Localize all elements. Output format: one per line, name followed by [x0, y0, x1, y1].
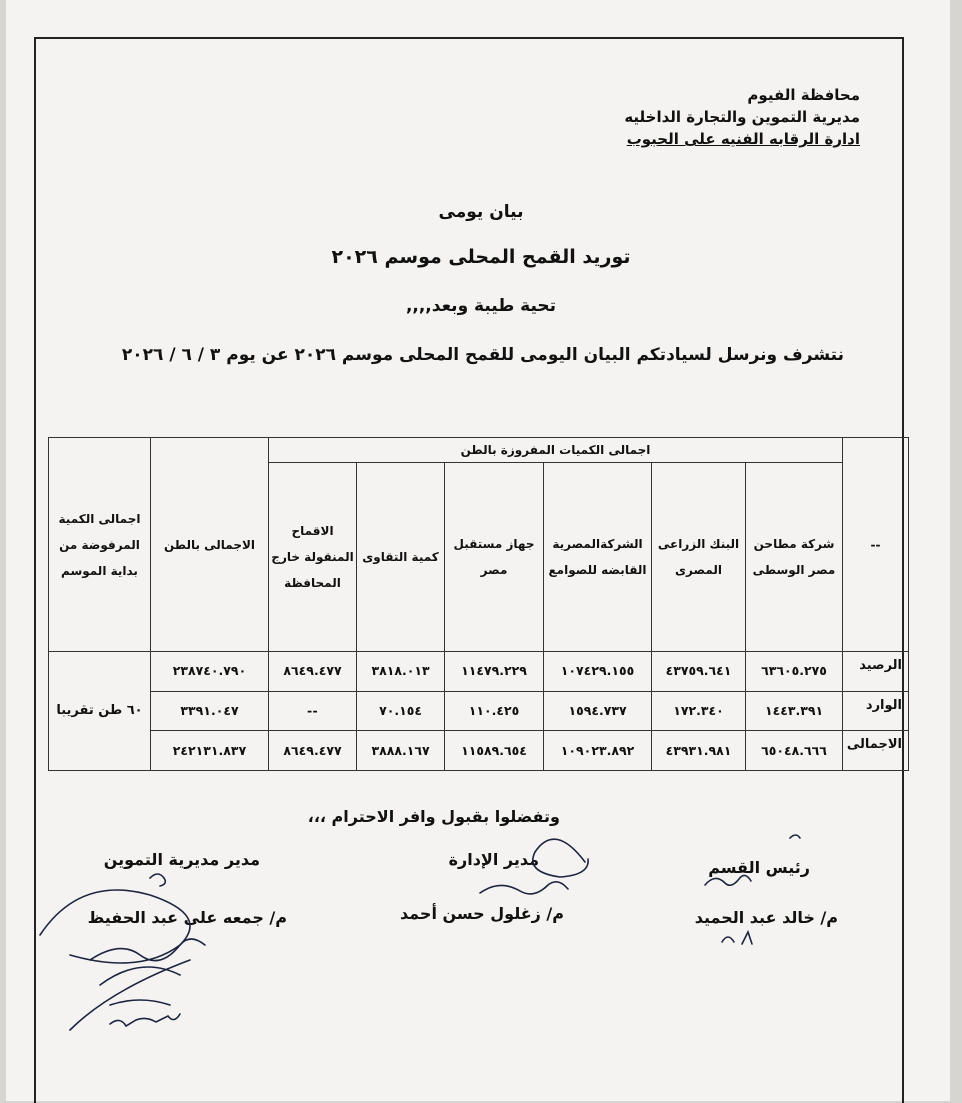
table-cell-total: ٢٣٨٧٤٠.٧٩٠: [151, 652, 269, 692]
admin-manager-name: م/ زغلول حسن أحمد: [399, 904, 564, 923]
section-head-name: م/ خالد عبد الحميد: [694, 908, 838, 927]
governorate-name: محافظة الفيوم: [747, 86, 860, 104]
table-cell: --: [269, 691, 357, 731]
table-cell: ١٤٤٣.٣٩١: [746, 691, 843, 731]
column-header-future-of-egypt: جهاز مستقبل مصر: [445, 463, 544, 652]
table-cell: ١١٥٨٩.٦٥٤: [445, 731, 544, 771]
directorate-manager-title: مدير مديرية التموين: [103, 850, 260, 869]
section-head-title: رئيس القسم: [708, 858, 810, 877]
column-header-seeds: كمية التقاوى: [357, 463, 445, 652]
table-cell: ٣٨١٨.٠١٣: [357, 652, 445, 692]
table-cell: ١٥٩٤.٧٣٧: [544, 691, 652, 731]
table-cell: ٣٨٨٨.١٦٧: [357, 731, 445, 771]
row-label-total: الاجمالى: [843, 731, 909, 771]
column-header-agri-bank: البنك الزراعى المصرى: [652, 463, 746, 652]
table-cell: ١٠٧٤٢٩.١٥٥: [544, 652, 652, 692]
table-row: [49, 652, 909, 692]
closing-line: وتفضلوا بقبول وافر الاحترام ،،،: [307, 807, 560, 826]
table-row: [49, 691, 909, 731]
row-label-balance: الرصيد: [843, 652, 909, 692]
table-cell-total: ٣٣٩١.٠٤٧: [151, 691, 269, 731]
column-header-transferred: الاقماح المنقولة خارج المحافظة: [269, 463, 357, 652]
table-cell: ٨٦٤٩.٤٧٧: [269, 731, 357, 771]
table-row: [49, 731, 909, 771]
admin-manager-title: مدير الإدارة: [448, 850, 539, 869]
row-label-incoming: الوارد: [843, 691, 909, 731]
table-cell: ٤٣٩٣١.٩٨١: [652, 731, 746, 771]
table-cell: ٦٥٠٤٨.٦٦٦: [746, 731, 843, 771]
table-cell: ١١٠.٤٢٥: [445, 691, 544, 731]
table-cell-total: ٢٤٢١٣١.٨٣٧: [151, 731, 269, 771]
table-cell: ٤٣٧٥٩.٦٤١: [652, 652, 746, 692]
column-header-rejected: اجمالى الكمية المرفوضة من بداية الموسم: [49, 438, 151, 652]
group-header: اجمالى الكميات المفروزة بالطن: [269, 438, 843, 463]
table-cell: ١٠٩٠٢٣.٨٩٢: [544, 731, 652, 771]
directorate-manager-name: م/ جمعه على عبد الحفيظ: [87, 908, 287, 927]
wheat-supply-table: [48, 437, 909, 771]
rejected-quantity-cell: ٦٠ طن تقريبا: [49, 652, 151, 771]
table-corner-cell: --: [843, 438, 909, 652]
department-name: ادارة الرقابه الفنيه على الحبوب: [626, 130, 860, 148]
column-header-total: الاجمالى بالطن: [151, 438, 269, 652]
table-cell: ١٧٢.٣٤٠: [652, 691, 746, 731]
intro-paragraph: نتشرف ونرسل لسيادتكم البيان اليومى للقمح المحلى موسم ٢٠٢٦ عن يوم ٣ / ٦ / ٢٠٢٦: [121, 345, 844, 365]
letterhead: [460, 84, 860, 150]
table-cell: ١١٤٧٩.٢٢٩: [445, 652, 544, 692]
document-subject: توريد القمح المحلى موسم ٢٠٢٦: [331, 246, 631, 268]
table-cell: ٧٠.١٥٤: [357, 691, 445, 731]
table-cell: ٨٦٤٩.٤٧٧: [269, 652, 357, 692]
document-title: بيان يومى: [438, 202, 524, 222]
column-header-silos-company: الشركةالمصرية القابضه للصوامع: [544, 463, 652, 652]
greeting-line: تحية طيبة وبعد,,,,: [405, 296, 557, 316]
table-cell: ٦٣٦٠٥.٢٧٥: [746, 652, 843, 692]
column-header-misr-mills: شركة مطاحن مصر الوسطى: [746, 463, 843, 652]
directorate-name: مديرية التموين والتجارة الداخليه: [624, 108, 860, 126]
